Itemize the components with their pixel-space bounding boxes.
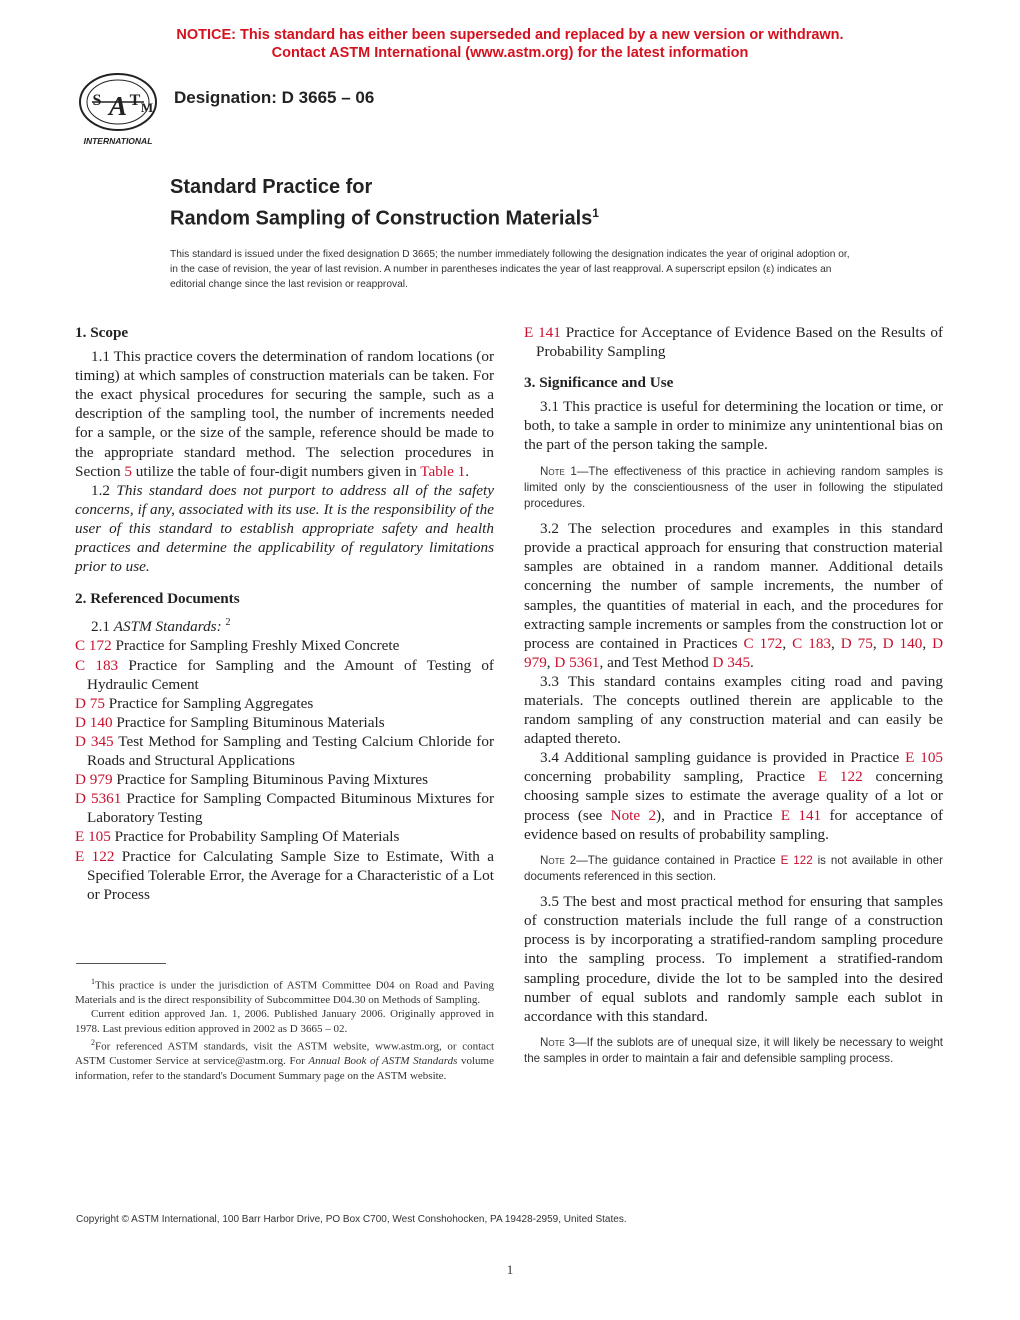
referenced-document-item: [75, 636, 494, 655]
ref-e122[interactable]: E 122: [817, 768, 863, 786]
ref-note-2[interactable]: Note 2: [610, 806, 657, 824]
referenced-document-title: Practice for Sampling Compacted Bituminous Mixtures for Laboratory Testing: [87, 790, 494, 827]
section-5-link[interactable]: 5: [124, 462, 132, 480]
referenced-document-code[interactable]: C 183: [75, 656, 119, 674]
referenced-document-item: [75, 732, 494, 770]
referenced-document-title: Test Method for Sampling and Testing Calcium Chloride for Roads and Structural Applications: [87, 732, 495, 770]
section-1-heading: 1. Scope: [75, 324, 129, 341]
note-1: Note 1—The effectiveness of this practice in achieving random samples is limited only by the conscientiousness of the user in following the stipulated procedures.: [524, 464, 943, 510]
footnote-1: $^1$This practice is under the jurisdiction of ASTM Committee D04 on Road and Paving Materials and is the direct responsibility of Subcommittee D04.30 on Methods of Sampling.: [75, 977, 494, 1007]
referenced-document-code[interactable]: D 140: [75, 713, 113, 731]
footnote-2: $^2$For referenced ASTM standards, visit the ASTM website, www.astm.org, or contact ASTM Customer Service at service@astm.org. For Annual Book of ASTM Standards volume information, refer to the standard's Document Summary page on the ASTM website.: [75, 1038, 494, 1082]
section-2-heading: 2. Referenced Documents: [75, 590, 240, 608]
svg-text:T: T: [129, 92, 141, 109]
referenced-document-item: [75, 713, 494, 732]
title-line-1: Standard Practice for: [170, 176, 373, 198]
svg-text:A: A: [108, 91, 128, 121]
page-number: 1: [506, 1262, 514, 1277]
referenced-documents-list: [75, 636, 494, 903]
title-line-2: Random Sampling of Construction Materials$^1$: [170, 206, 599, 230]
notice-banner: [0, 26, 1020, 62]
paragraph-3-2: 3.2 The selection procedures and examples in this standard provide a practical approach for ensuring that construction material samples are obtained in a random manner. Additional details concerning the number of sample increments, the number of samples, the quantities of material in each, and the procedures for extracting sample increments or samples from the construction lot or process are contained in Practices C 172, C 183, D 75, D 140, D 979, D 5361, and Test Method D 345.: [524, 520, 944, 671]
document-title: [170, 174, 599, 232]
svg-text:INTERNATIONAL: INTERNATIONAL: [83, 136, 153, 146]
referenced-document-item: [75, 847, 494, 904]
referenced-document-item: [75, 694, 494, 713]
referenced-documents-list-continued: [524, 323, 943, 361]
referenced-document-item: [75, 789, 494, 827]
paragraph-1-1: 1.1 This practice covers the determination of random locations (or timing) at which samples of construction materials can be taken. For the exact physical procedures for securing the sample, such as a description of the sampling tool, the number of increments needed for a sample, or the size of the sample, reference should be made to the appropriate standard method. The selection procedures in Section 5 utilize the table of four-digit numbers given in Table 1.: [75, 348, 494, 480]
ref-e141[interactable]: E 141: [780, 806, 822, 824]
issued-statement: This standard is issued under the fixed designation D 3665; the number immediately following the designation indicates the year of original adoption or, in the case of revision, the year of last revision. A number in parentheses indicates the year of last reapproval. A superscript epsilon (ε) indicates an editorial change since the last revision or reapproval.: [170, 249, 850, 290]
footnotes: [75, 975, 494, 1083]
referenced-document-item: [524, 323, 943, 361]
note-3: Note 3—If the sublots are of unequal size, it will likely be necessary to weight the samples in order to maintain a fair and defensible sampling process.: [524, 1035, 943, 1066]
referenced-document-code[interactable]: D 345: [75, 732, 114, 750]
referenced-document-title: Practice for Acceptance of Evidence Based on the Results of Probability Sampling: [536, 324, 944, 361]
referenced-document-title: Practice for Sampling Bituminous Paving Mixtures: [116, 771, 429, 789]
ref-d979[interactable]: D 979: [524, 634, 944, 671]
paragraph-2-1: 2.1 ASTM Standards: $^2$: [91, 617, 231, 636]
ref-d345[interactable]: D 345: [712, 653, 751, 671]
referenced-document-item: [75, 656, 494, 694]
ref-c183[interactable]: C 183: [792, 634, 832, 652]
copyright: Copyright © ASTM International, 100 Barr Harbor Drive, PO Box C700, West Conshohocken, PA 19428-2959, United States.: [76, 1214, 627, 1225]
note-2: Note 2—The guidance contained in Practice E 122 is not available in other documents referenced in this section.: [524, 853, 943, 883]
notice-line-1: NOTICE: This standard has either been superseded and replaced by a new version or withdrawn.: [176, 27, 844, 43]
referenced-document-title: Practice for Sampling and the Amount of Testing of Hydraulic Cement: [87, 656, 494, 693]
paragraph-3-4: 3.4 Additional sampling guidance is provided in Practice E 105 concerning probability sampling, Practice E 122 concerning choosing sample sizes to estimate the average quality of a lot or process (see Note 2), and in Practice E 141 for acceptance of evidence based on results of probability sampling.: [524, 749, 944, 843]
left-column: [75, 323, 494, 956]
astm-logo-icon: [74, 72, 164, 150]
note-2-ref-e122[interactable]: E 122: [780, 853, 813, 867]
referenced-document-title: Practice for Probability Sampling Of Materials: [114, 828, 400, 846]
ref-c172[interactable]: C 172: [743, 634, 783, 652]
svg-text:M: M: [140, 100, 154, 115]
referenced-document-code[interactable]: E 141: [524, 324, 561, 341]
astm-logo: [74, 72, 164, 150]
referenced-document-title: Practice for Calculating Sample Size to Estimate, With a Specified Tolerable Error, the Average for a Characteristic of a Lot or Process: [87, 847, 495, 903]
paragraph-3-3: 3.3 This standard contains examples citing road and paving materials. The concepts outlined therein are applicable to the random sampling of any construction material and can easily be adapted thereto.: [524, 672, 943, 748]
footnote-1-edition: Current edition approved Jan. 1, 2006. Published January 2006. Originally approved in 1978. Last previous edition approved in 2002 as D 3665 – 02.: [75, 1008, 494, 1035]
referenced-document-title: Practice for Sampling Aggregates: [108, 694, 314, 712]
ref-d5361[interactable]: D 5361: [554, 653, 600, 671]
referenced-document-code[interactable]: D 979: [75, 771, 113, 789]
referenced-document-title: Practice for Sampling Freshly Mixed Concrete: [115, 637, 400, 655]
referenced-document-code[interactable]: D 5361: [75, 790, 122, 808]
designation: Designation: D 3665 – 06: [174, 88, 375, 107]
referenced-document-code[interactable]: E 122: [75, 847, 115, 865]
ref-e105[interactable]: E 105: [905, 749, 944, 767]
referenced-document-item: [75, 827, 494, 846]
svg-text:S: S: [92, 92, 102, 109]
footnote-divider: [76, 963, 166, 964]
paragraph-1-2: 1.2 This standard does not purport to address all of the safety concerns, if any, associated with its use. It is the responsibility of the user of this standard to establish appropriate safety and health practices and determine the applicability of regulatory limitations prior to use.: [75, 481, 495, 576]
referenced-document-title: Practice for Sampling Bituminous Materials: [116, 713, 385, 731]
notice-line-2: Contact ASTM International (www.astm.org) for the latest information: [271, 45, 749, 61]
title-footnote-mark: 1: [592, 206, 599, 220]
section-3-heading: 3. Significance and Use: [524, 374, 674, 392]
table-1-link[interactable]: Table 1: [420, 462, 466, 480]
referenced-document-code[interactable]: D 75: [75, 694, 105, 712]
right-column: [524, 323, 943, 1067]
referenced-document-code[interactable]: C 172: [75, 637, 112, 655]
paragraph-3-5: 3.5 The best and most practical method for ensuring that samples of construction materials include the full range of a construction process is by incorporating a stratified-random sampling procedure into the sampling process. To implement a stratified-random sampling procedure, divide the lot to be sampled into the desired number of equal sublots and randomly sample each sublot in accordance with this standard.: [524, 893, 943, 1025]
referenced-document-item: [75, 770, 494, 789]
referenced-document-code[interactable]: E 105: [75, 828, 111, 846]
paragraph-3-1: 3.1 This practice is useful for determining the location or time, or both, to take a sample in order to minimize any unintentional bias on the part of the person taking the sample.: [524, 398, 943, 454]
ref-d75[interactable]: D 75: [840, 634, 873, 652]
ref-d140[interactable]: D 140: [882, 634, 923, 652]
